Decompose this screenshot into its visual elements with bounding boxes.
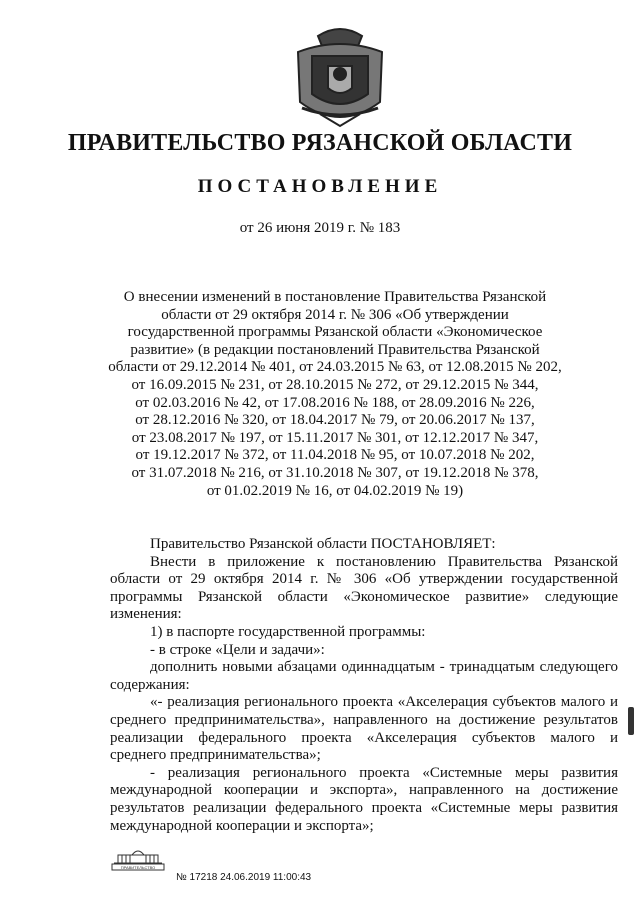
document-title <box>100 289 570 500</box>
quote-line: результатов реализации федерального проекта «Системные меры развития <box>110 799 618 816</box>
title-line: области от 29.12.2014 № 401, от 24.03.2015 № 63, от 12.08.2015 № 202, <box>108 359 562 376</box>
quote-line: международной кооперации и экспорта»; <box>110 817 374 834</box>
document-date-number: от 26 июня 2019 г. № 183 <box>239 220 401 236</box>
title-line: О внесении изменений в постановление Правительства Рязанской <box>123 289 547 305</box>
body-line: Внести в приложение к постановлению Правительства Рязанской <box>150 553 618 570</box>
quote-line: - реализация регионального проекта «Системные меры развития <box>150 764 618 781</box>
title-line: области от 29 октября 2014 г. № 306 «Об утверждении <box>161 306 509 323</box>
stamp-label: ПРАВИТЕЛЬСТВО <box>120 865 156 870</box>
title-line: от 01.02.2019 № 16, от 04.02.2019 № 19) <box>206 482 464 499</box>
government-building-stamp-icon <box>110 843 166 871</box>
body-line: программы Рязанской области «Экономическое развитие» следующие <box>110 588 618 605</box>
coat-of-arms-icon <box>290 22 390 130</box>
body-line: изменения: <box>110 606 182 623</box>
title-line: от 19.12.2017 № 372, от 11.04.2018 № 95, от 10.07.2018 № 202, <box>135 447 535 464</box>
quote-line: реализации федерального проекта «Акселерация субъектов малого и <box>110 729 618 746</box>
margin-mark <box>628 707 634 735</box>
item-line: - в строке «Цели и задачи»: <box>150 641 325 658</box>
document-body <box>110 536 618 835</box>
title-line: от 23.08.2017 № 197, от 15.11.2017 № 301, от 12.12.2017 № 347, <box>131 429 539 446</box>
body-line: области от 29 октября 2014 г. № 306 «Об утверждении государственной <box>110 571 618 588</box>
quote-line: международной кооперации и экспорта», направленного на достижение <box>110 782 618 799</box>
registration-number: № 17218 24.06.2019 11:00:43 <box>176 872 312 883</box>
item-line: 1) в паспорте государственной программы: <box>150 623 426 640</box>
title-line: от 31.07.2018 № 216, от 31.10.2018 № 307, от 19.12.2018 № 378, <box>131 464 539 481</box>
quote-line: «- реализация регионального проекта «Акселерация субъектов малого и <box>150 694 618 711</box>
quote-line: среднего предпринимательства», направленного на достижение результатов <box>110 711 618 728</box>
title-line: от 28.12.2016 № 320, от 18.04.2017 № 79, от 20.06.2017 № 137, <box>135 412 535 429</box>
quote-line: среднего предпринимательства»; <box>110 747 321 764</box>
title-line: развитие» (в редакции постановлений Правительства Рязанской <box>130 341 540 358</box>
body-line: дополнить новыми абзацами одиннадцатым - тринадцатым следующего <box>150 659 618 676</box>
resolves-line: Правительство Рязанской области ПОСТАНОВЛЯЕТ: <box>150 536 496 552</box>
title-line: государственной программы Рязанской области «Экономическое <box>127 324 543 341</box>
title-line: от 02.03.2016 № 42, от 17.08.2016 № 188, от 28.09.2016 № 226, <box>135 394 535 411</box>
organization-title: ПРАВИТЕЛЬСТВО РЯЗАНСКОЙ ОБЛАСТИ <box>67 130 573 156</box>
title-line: от 16.09.2015 № 231, от 28.10.2015 № 272, от 29.12.2015 № 344, <box>131 376 539 393</box>
document-type: ПОСТАНОВЛЕНИЕ <box>197 176 443 197</box>
body-line: содержания: <box>110 676 190 693</box>
